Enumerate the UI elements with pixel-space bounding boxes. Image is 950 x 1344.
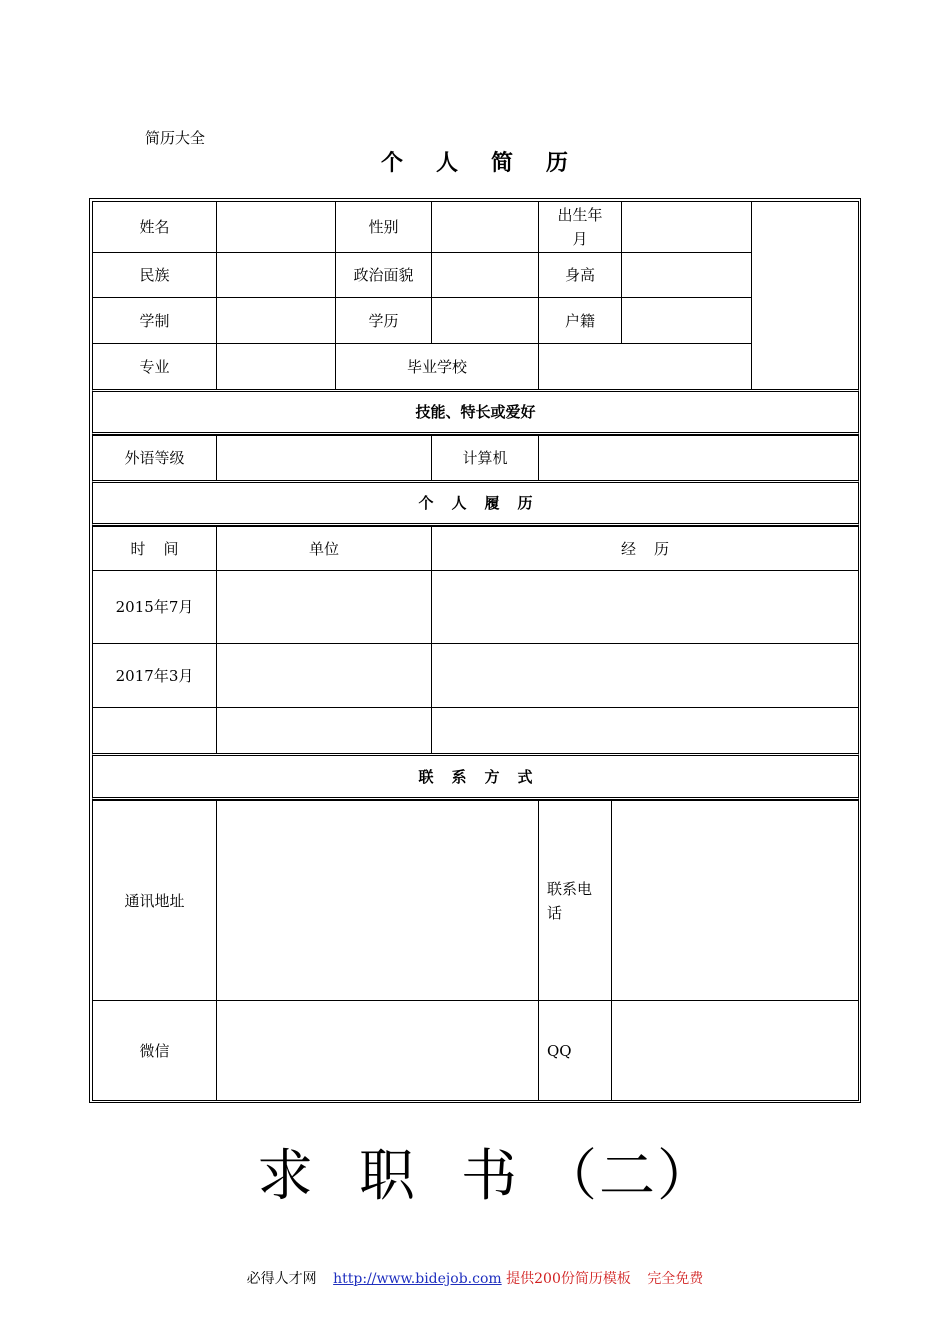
heading-char: 方 (484, 767, 500, 786)
title-char: 简 (491, 150, 515, 176)
resume-row-unit[interactable] (216, 707, 431, 753)
skills-heading: 技能、特长或爱好 (92, 389, 859, 435)
phone-value[interactable] (611, 800, 859, 1000)
education-value[interactable] (431, 297, 538, 343)
birth-label: 出生年月 (538, 201, 621, 252)
col-exp-header (431, 526, 859, 570)
hukou-value[interactable] (621, 297, 751, 343)
resume-row-exp[interactable] (431, 707, 859, 753)
gender-value[interactable] (431, 201, 538, 252)
photo-box[interactable] (751, 201, 859, 389)
heading-char: 联 (418, 767, 434, 786)
birth-value[interactable] (621, 201, 751, 252)
col-char: 历 (654, 539, 670, 558)
phone-label: 联系电话 (538, 800, 611, 1000)
schooling-label: 学制 (92, 297, 216, 343)
resume-row-time: 2015年7月 (92, 570, 216, 643)
footer-promo: 提供200份简历模板 (506, 1271, 631, 1287)
title-char: 历 (546, 150, 570, 176)
cover-char: 求 (257, 1144, 315, 1209)
political-value[interactable] (431, 252, 538, 297)
address-label: 通讯地址 (92, 800, 216, 1000)
heading-char: 履 (484, 494, 500, 512)
ethnicity-label: 民族 (92, 252, 216, 297)
resume-row-time[interactable] (92, 707, 216, 753)
footer-site: 必得人才网 (246, 1271, 317, 1287)
cover-letter-title (0, 1132, 950, 1212)
name-value[interactable] (216, 201, 335, 252)
computer-label: 计算机 (431, 435, 538, 480)
address-value[interactable] (216, 800, 538, 1000)
name-label: 姓名 (92, 201, 216, 252)
gender-label: 性别 (335, 201, 431, 252)
school-label: 毕业学校 (335, 343, 538, 389)
wechat-label: 微信 (92, 1000, 216, 1101)
col-char: 间 (163, 539, 179, 558)
computer-value[interactable] (538, 435, 859, 480)
heading-char: 系 (451, 767, 467, 786)
heading-char: 式 (517, 767, 533, 786)
political-label: 政治面貌 (335, 252, 431, 297)
major-label: 专业 (92, 343, 216, 389)
schooling-value[interactable] (216, 297, 335, 343)
resume-row-time: 2017年3月 (92, 643, 216, 707)
resume-heading (92, 480, 859, 526)
footer (0, 1268, 950, 1288)
footer-free: 完全免费 (647, 1271, 704, 1287)
hukou-label: 户籍 (538, 297, 621, 343)
col-time-header (92, 526, 216, 570)
language-label: 外语等级 (92, 435, 216, 480)
qq-value[interactable] (611, 1000, 859, 1101)
ethnicity-value[interactable] (216, 252, 335, 297)
contact-heading (92, 753, 859, 800)
resume-row-unit[interactable] (216, 643, 431, 707)
cover-suffix: （二） (541, 1144, 715, 1209)
resume-title (0, 146, 950, 177)
qq-label: QQ (538, 1000, 611, 1101)
cover-char: 书 (461, 1144, 519, 1209)
height-value[interactable] (621, 252, 751, 297)
resume-row-exp[interactable] (431, 643, 859, 707)
footer-url-link[interactable]: http://www.bidejob.com (333, 1271, 502, 1287)
cover-char: 职 (359, 1144, 417, 1209)
school-value[interactable] (538, 343, 751, 389)
resume-row-unit[interactable] (216, 570, 431, 643)
wechat-value[interactable] (216, 1000, 538, 1101)
title-char: 个 (380, 150, 404, 176)
education-label: 学历 (335, 297, 431, 343)
major-value[interactable] (216, 343, 335, 389)
heading-char: 个 (418, 494, 434, 512)
header-note: 简历大全 (145, 129, 206, 147)
heading-char: 历 (517, 494, 533, 512)
language-value[interactable] (216, 435, 431, 480)
col-char: 时 (130, 539, 146, 558)
heading-char: 人 (451, 494, 467, 512)
col-char: 经 (620, 539, 636, 558)
resume-row-exp[interactable] (431, 570, 859, 643)
title-char: 人 (435, 150, 459, 176)
col-unit-header: 单位 (216, 526, 431, 570)
height-label: 身高 (538, 252, 621, 297)
resume-table (89, 198, 861, 1103)
